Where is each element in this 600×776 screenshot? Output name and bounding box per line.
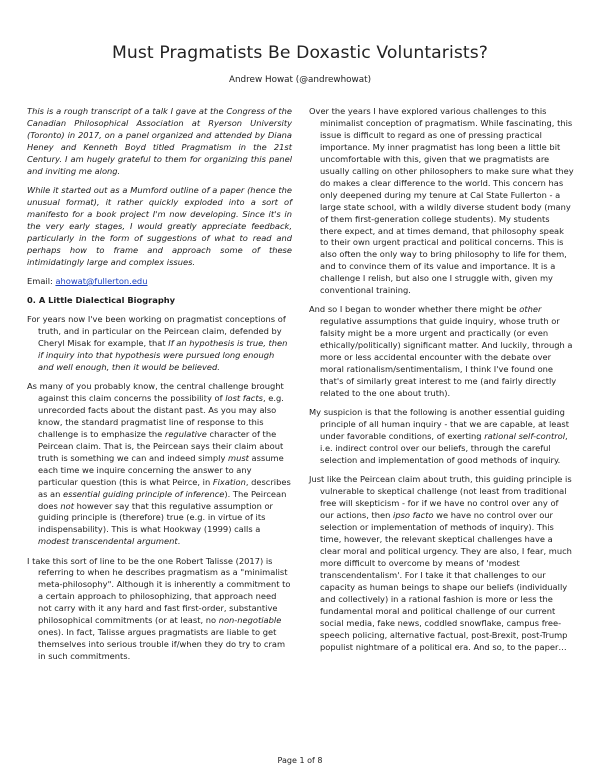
- right-paragraph-2: And so I began to wonder whether there might be other regulative assumptions that guide inquiry, whose truth or falsity might be a more urgent and practically (or even ethically/politically) significant matter. And luckily, through a more or less accidental encounter with the debate over moral rationalism/sentimentalism, I think I've found one that's of similarly great interest to me (and fairly directly related to the one about truth).: [309, 304, 573, 399]
- right-paragraph-4: Just like the Peircean claim about truth, this guiding principle is vulnerable to skeptical challenge (not least from traditional free will skepticism - for if we have no control over any of our actions, then ipso facto we have no control over our selection or implementation of methods of inquiry). This time, however, the relevant skeptical challenges have a clear moral and political urgency. They are also, I fear, much more difficult to overcome by means of 'modest transcendentalism'. For I take it that challenges to our capacity as human beings to shape our beliefs (individually and collectively) in a rational fashion is more or less the fundamental moral and political challenge of our current social media, fake news, coddled snowflake, campus free-speech policing, alternative factual, post-Brexit, post-Trump populist nightmare of a political era. And so, to the paper…: [309, 474, 572, 652]
- section-heading: 0. A Little Dialectical Biography: [27, 294, 176, 305]
- intro-paragraph-1: This is a rough transcript of a talk I gave at the Congress of the Canadian Philosophical Association at Ryerson University (Toronto) in 2017, on a panel organized and attended by Diana Heney and Kenneth Boyd titled Pragmatism in the 21st Century. I am hugely grateful to them for organizing this panel and inviting me along.: [27, 106, 292, 176]
- page-footer: Page 1 of 8: [277, 756, 323, 765]
- right-paragraph-3: My suspicion is that the following is another essential guiding principle of all human inquiry - that we are capable, at least under favorable conditions, of exerting rational self-control, i.e. indirect control over our beliefs, through the careful selection and implementation of good methods of inquiry.: [309, 407, 570, 466]
- author-line: Andrew Howat (@andrewhowat): [228, 75, 372, 85]
- left-paragraph-1: For years now I've been working on pragmatist conceptions of truth, and in particular on the Peircean claim, defended by Cheryl Misak for example, that If an hypothesis is true, then if inquiry into that hypothesis were pursued long enough and well enough, then it would be believed.: [27, 314, 288, 372]
- email-line: [27, 276, 292, 288]
- right-column: [309, 106, 574, 661]
- right-paragraph-1: Over the years I have explored various challenges to this minimalist conception of pragmatism. While fascinating, this issue is difficult to regard as one of pressing practical importance. My inner pragmatist has long been a little bit uncomfortable with this, given that we pragmatists are usually calling on other philosophers to make sure what they do makes a clear difference to the world. This concern has only deepened during my tenure at Cal State Fullerton - a large state school, with a wildly diverse student body (many of them first-generation college students). My students there expect, and at times demand, that philosophy speak to their own urgent practical and political concerns. This is also often the only way to bring philosophy to life for them, and to convince them of its value and importance. It is a challenge I relish, but also one I struggle with, given my conventional training.: [309, 106, 574, 296]
- email-label: Email:: [27, 275, 56, 286]
- intro-paragraph-2: While it started out as a Mumford outline of a paper (hence the unusual format), it rather quickly exploded into a sort of manifesto for a book project I'm now developing. Since it's in the very early stages, I would greatly appreciate feedback, particularly in the form of suggestions of what to read and perhaps how to frame and approach some of these intimidatingly large and complex issues.: [27, 184, 292, 267]
- left-column: [27, 106, 292, 670]
- left-paragraph-3: I take this sort of line to be the one Robert Talisse (2017) is referring to when he describes pragmatism as a "minimalist meta-philosophy". Although it is inherently a commitment to a certain approach to philosophizing, that approach need not carry with it any hard and fast first-order, substantive philosophical commitments (or at least, no non-negotiable ones). In fact, Talisse argues pragmatists are liable to get themselves into serious trouble if/when they do try to cram in such commitments.: [27, 555, 291, 662]
- page-title: Must Pragmatists Be Doxastic Voluntarists?: [111, 43, 489, 63]
- email-link[interactable]: ahowat@fullerton.edu: [55, 275, 148, 286]
- left-paragraph-2: As many of you probably know, the central challenge brought against this claim concerns the possibility of lost facts, e.g. unrecorded facts about the distant past. As you may also know, the standard pragmatist line of response to this challenge is to emphasize the regulative character of the Peircean claim. That is, the Peircean says their claim about truth is something we can and indeed simply must assume each time we inquire concerning the answer to any particular question (this is what Peirce, in Fixation, describes as an essential guiding principle of inference). The Peircean does not however say that this regulative assumption or guiding principle is (therefore) true (e.g. in virtue of its indispensability). This is what Hookway (1999) calls a modest transcendental argument.: [27, 381, 291, 547]
